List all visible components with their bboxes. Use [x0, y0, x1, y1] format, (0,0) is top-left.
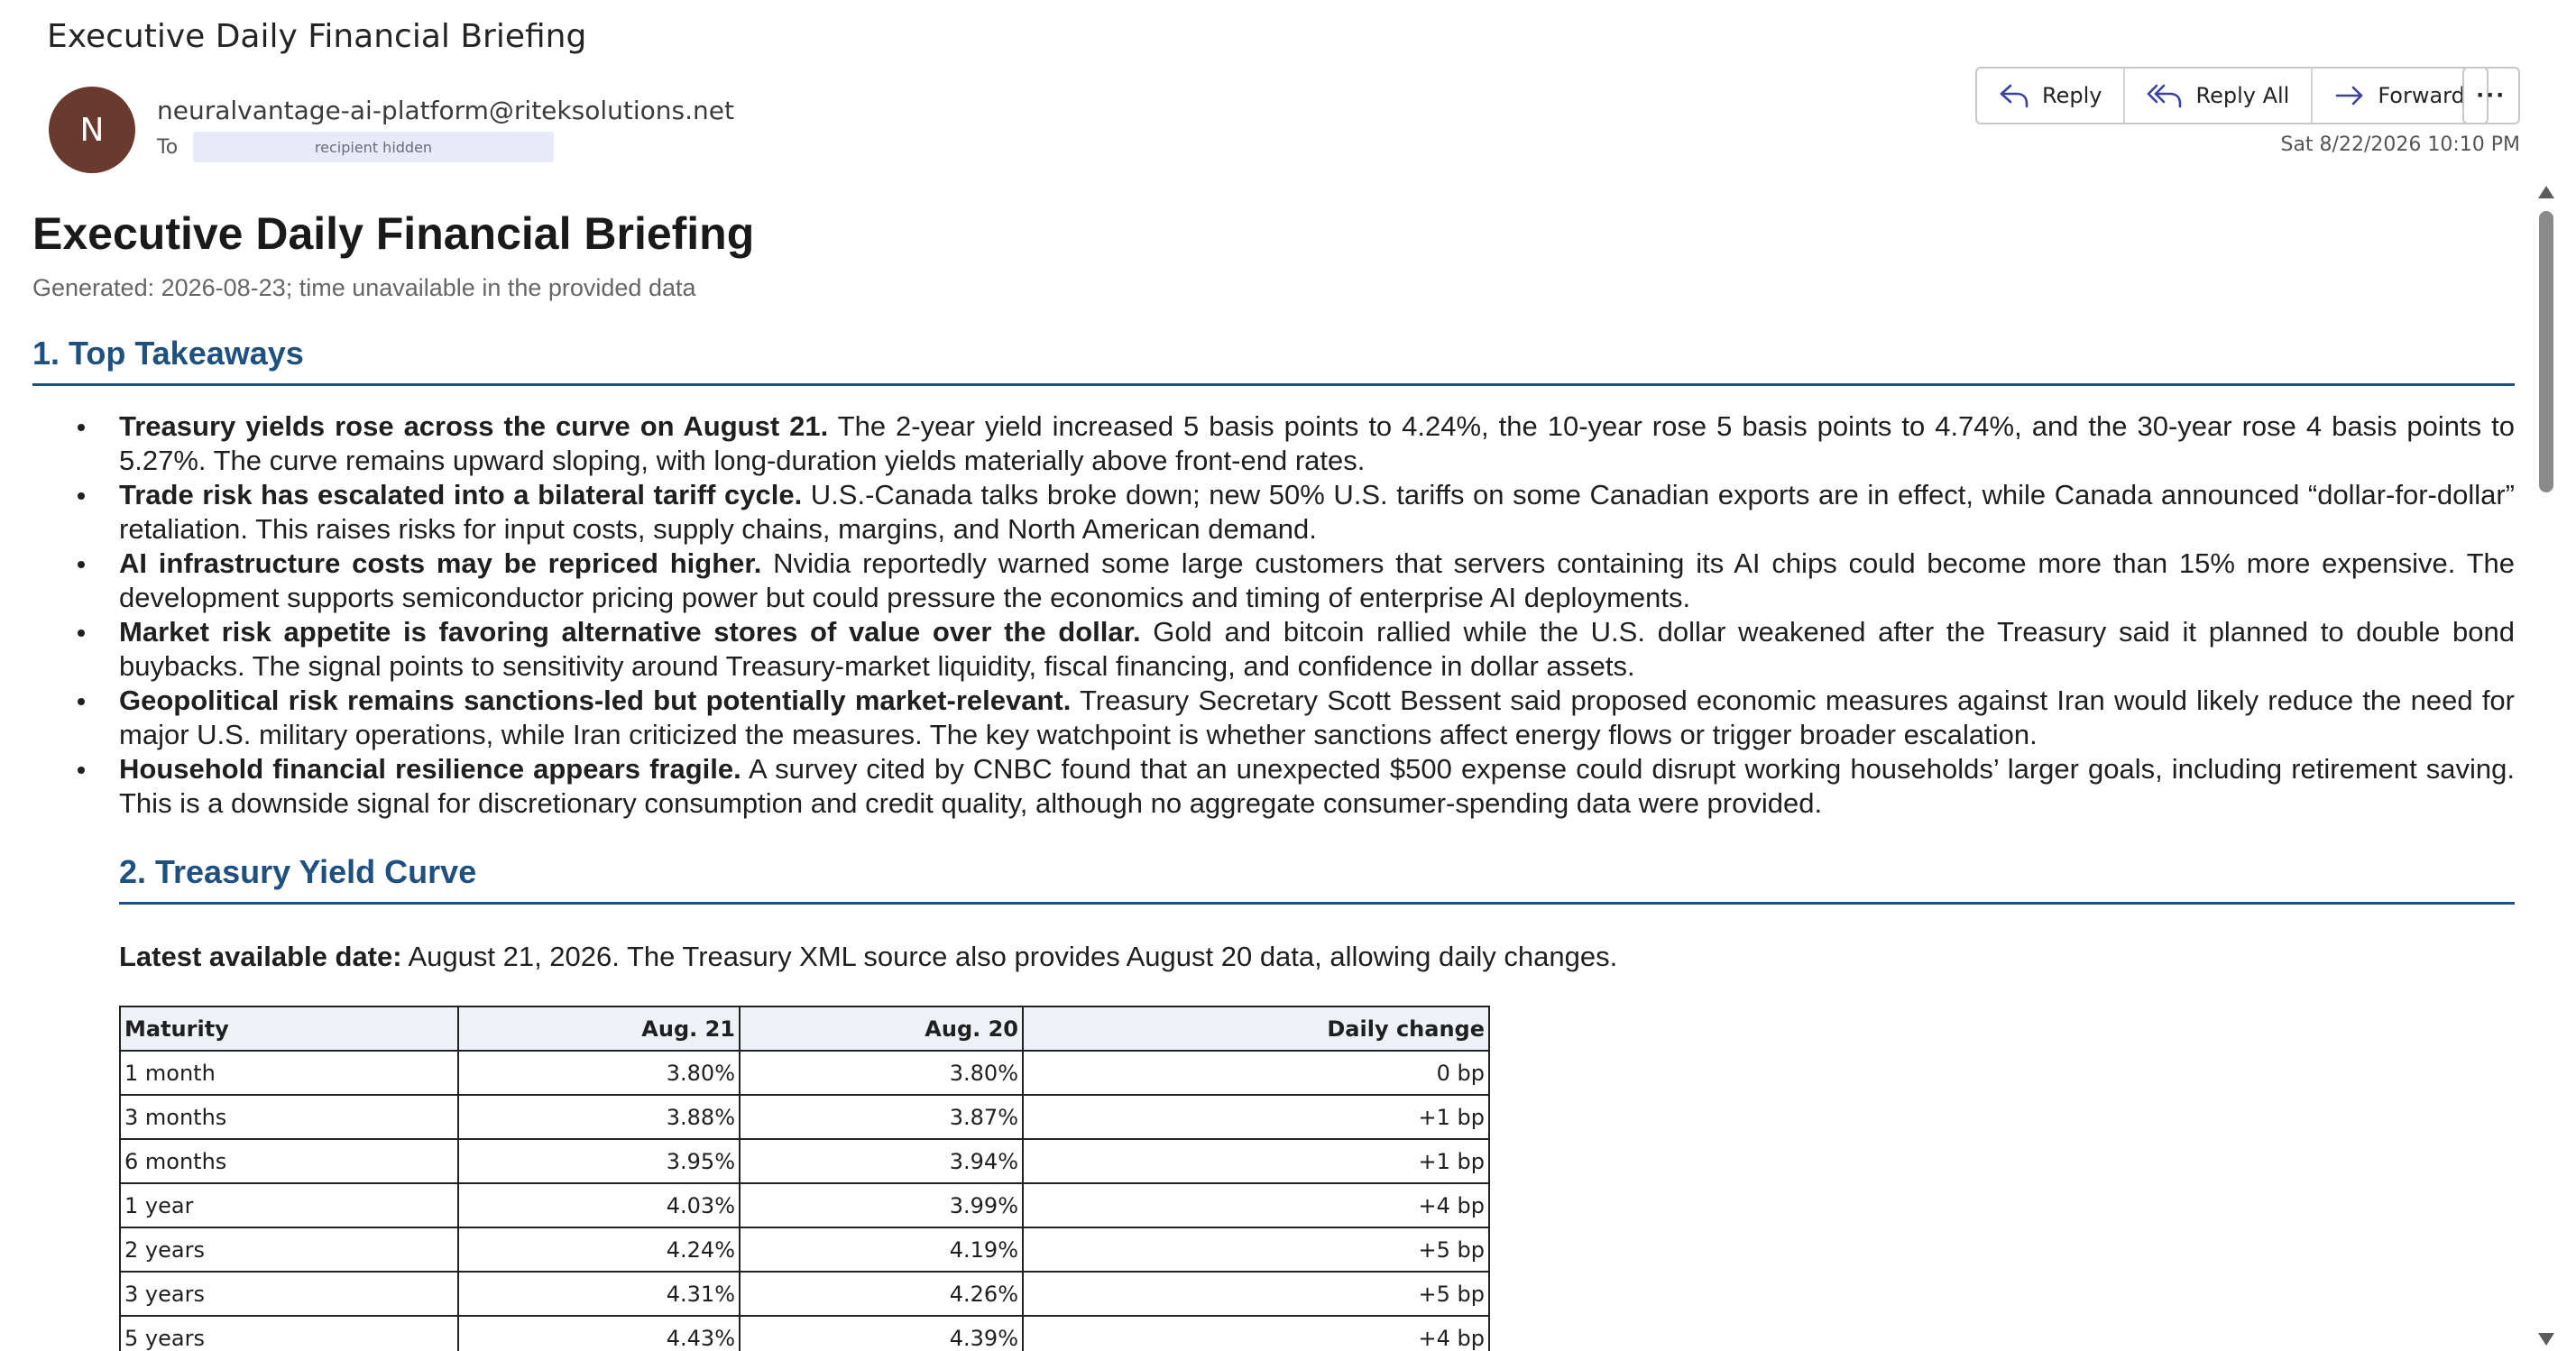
cell-aug-21: 3.88%	[458, 1095, 740, 1139]
cell-maturity: 3 years	[120, 1272, 458, 1316]
sender-address[interactable]: neuralvantage-ai-platform@riteksolutions.net	[157, 96, 734, 125]
list-item	[119, 684, 2515, 752]
cell-aug-20: 4.19%	[740, 1227, 1023, 1272]
yield-table	[119, 1006, 1490, 1351]
cell-maturity: 2 years	[120, 1227, 458, 1272]
column-header-daily-change: Daily change	[1023, 1006, 1489, 1051]
message-actions	[1975, 67, 2489, 124]
reply-button[interactable]	[1977, 69, 2125, 123]
column-header-aug-20: Aug. 20	[740, 1006, 1023, 1051]
recipient-field[interactable]: recipient hidden	[193, 132, 554, 162]
table-row	[120, 1183, 1489, 1227]
cell-aug-20: 3.99%	[740, 1183, 1023, 1227]
cell-daily-change: 0 bp	[1023, 1051, 1489, 1095]
table-row	[120, 1272, 1489, 1316]
table-row	[120, 1139, 1489, 1183]
takeaways-list	[119, 409, 2515, 821]
cell-maturity: 1 year	[120, 1183, 458, 1227]
cell-aug-21: 4.24%	[458, 1227, 740, 1272]
cell-daily-change: +5 bp	[1023, 1227, 1489, 1272]
cell-aug-21: 3.80%	[458, 1051, 740, 1095]
cell-maturity: 1 month	[120, 1051, 458, 1095]
takeaway-text: Nvidia reportedly warned some large customers that servers containing its AI chips could become more than 15% more expensive. The development supports semiconductor pricing power but could pressure the economics and timing of enterprise AI deployments.	[119, 547, 2515, 613]
forward-label: Forward	[2378, 83, 2465, 108]
table-row	[120, 1095, 1489, 1139]
column-header-aug-21: Aug. 21	[458, 1006, 740, 1051]
cell-daily-change: +4 bp	[1023, 1316, 1489, 1351]
list-item	[119, 615, 2515, 684]
takeaway-headline: Treasury yields rose across the curve on August 21.	[119, 410, 829, 442]
takeaway-headline: Geopolitical risk remains sanctions-led but potentially market-relevant.	[119, 685, 1072, 716]
cell-aug-20: 4.39%	[740, 1316, 1023, 1351]
section-heading-top-takeaways: 1. Top Takeaways	[32, 335, 2515, 386]
list-item	[119, 547, 2515, 615]
takeaway-text: A survey cited by CNBC found that an unexpected $500 expense could disrupt working households’ larger goals, including retirement saving. This is a downside signal for discretionary consumption and credit quality, although no aggregate consumer-spending data were provided.	[119, 753, 2515, 819]
takeaway-text: U.S.-Canada talks broke down; new 50% U.S. tariffs on some Canadian exports are in effect, while Canada announced “dollar-for-dollar” retaliation. This raises risks for input costs, supply chains, margins, and North American demand.	[119, 479, 2515, 545]
cell-daily-change: +1 bp	[1023, 1095, 1489, 1139]
scrollbar-thumb[interactable]	[2539, 211, 2553, 492]
sender-avatar[interactable]	[49, 87, 135, 173]
more-actions-button[interactable]	[2462, 67, 2520, 124]
latest-date-paragraph	[119, 941, 2515, 973]
cell-aug-20: 3.80%	[740, 1051, 1023, 1095]
scroll-up-arrow-icon[interactable]	[2538, 186, 2554, 198]
reply-all-button[interactable]	[2125, 69, 2313, 123]
list-item	[119, 752, 2515, 821]
column-header-maturity: Maturity	[120, 1006, 458, 1051]
list-item	[119, 478, 2515, 547]
recipient-row	[157, 132, 554, 162]
message-date: Sat 8/22/2026 10:10 PM	[2280, 133, 2520, 156]
more-options-icon: ···	[2476, 80, 2507, 110]
email-subject: Executive Daily Financial Briefing	[47, 18, 587, 55]
latest-date-text: August 21, 2026. The Treasury XML source also provides August 20 data, allowing daily changes.	[401, 941, 1618, 972]
takeaway-text: Gold and bitcoin rallied while the U.S. dollar weakened after the Treasury said it planned to double bond buybacks. The signal points to sensitivity around Treasury-market liquidity, fiscal financing, and confidence in dollar assets.	[119, 616, 2515, 682]
cell-maturity: 3 months	[120, 1095, 458, 1139]
table-row	[120, 1051, 1489, 1095]
reply-all-label: Reply All	[2195, 83, 2290, 108]
takeaway-text: The 2-year yield increased 5 basis points to 4.24%, the 10-year rose 5 basis points to 4.74%, and the 30-year rose 4 basis points to 5.27%. The curve remains upward sloping, with long-duration yields materially above front-end rates.	[119, 410, 2515, 476]
cell-aug-21: 4.31%	[458, 1272, 740, 1316]
cell-maturity: 5 years	[120, 1316, 458, 1351]
cell-daily-change: +4 bp	[1023, 1183, 1489, 1227]
message-body	[32, 204, 2515, 1351]
cell-aug-20: 3.94%	[740, 1139, 1023, 1183]
list-item	[119, 409, 2515, 478]
cell-aug-20: 4.26%	[740, 1272, 1023, 1316]
takeaway-headline: Trade risk has escalated into a bilateral tariff cycle.	[119, 479, 803, 510]
takeaway-headline: Market risk appetite is favoring alternative stores of value over the dollar.	[119, 616, 1141, 648]
latest-date-label: Latest available date:	[119, 941, 402, 972]
cell-daily-change: +5 bp	[1023, 1272, 1489, 1316]
avatar-initial: N	[79, 111, 105, 149]
section-heading-treasury-yield-curve: 2. Treasury Yield Curve	[119, 853, 2515, 905]
scroll-down-arrow-icon[interactable]	[2538, 1333, 2554, 1346]
table-header-row	[120, 1006, 1489, 1051]
generated-timestamp: Generated: 2026-08-23; time unavailable in the provided data	[32, 274, 696, 301]
cell-daily-change: +1 bp	[1023, 1139, 1489, 1183]
cell-maturity: 6 months	[120, 1139, 458, 1183]
table-row	[120, 1227, 1489, 1272]
cell-aug-21: 3.95%	[458, 1139, 740, 1183]
reply-all-icon	[2147, 82, 2183, 109]
vertical-scrollbar[interactable]	[2533, 186, 2560, 1351]
to-label: To	[157, 135, 179, 159]
forward-arrow-icon	[2334, 82, 2365, 109]
cell-aug-21: 4.43%	[458, 1316, 740, 1351]
takeaway-text: Treasury Secretary Scott Bessent said proposed economic measures against Iran would likely reduce the need for major U.S. military operations, while Iran criticized the measures. The key watchpoint is whether sanctions affect energy flows or trigger broader escalation.	[119, 685, 2515, 750]
reply-icon	[1999, 82, 2029, 109]
forward-button[interactable]	[2313, 69, 2487, 123]
reply-label: Reply	[2042, 83, 2102, 108]
table-row	[120, 1316, 1489, 1351]
cell-aug-21: 4.03%	[458, 1183, 740, 1227]
cell-aug-20: 3.87%	[740, 1095, 1023, 1139]
takeaway-headline: Household financial resilience appears fragile.	[119, 753, 741, 785]
treasury-yield-section	[119, 853, 2515, 1351]
document-title: Executive Daily Financial Briefing	[32, 208, 755, 259]
takeaway-headline: AI infrastructure costs may be repriced higher.	[119, 547, 762, 579]
